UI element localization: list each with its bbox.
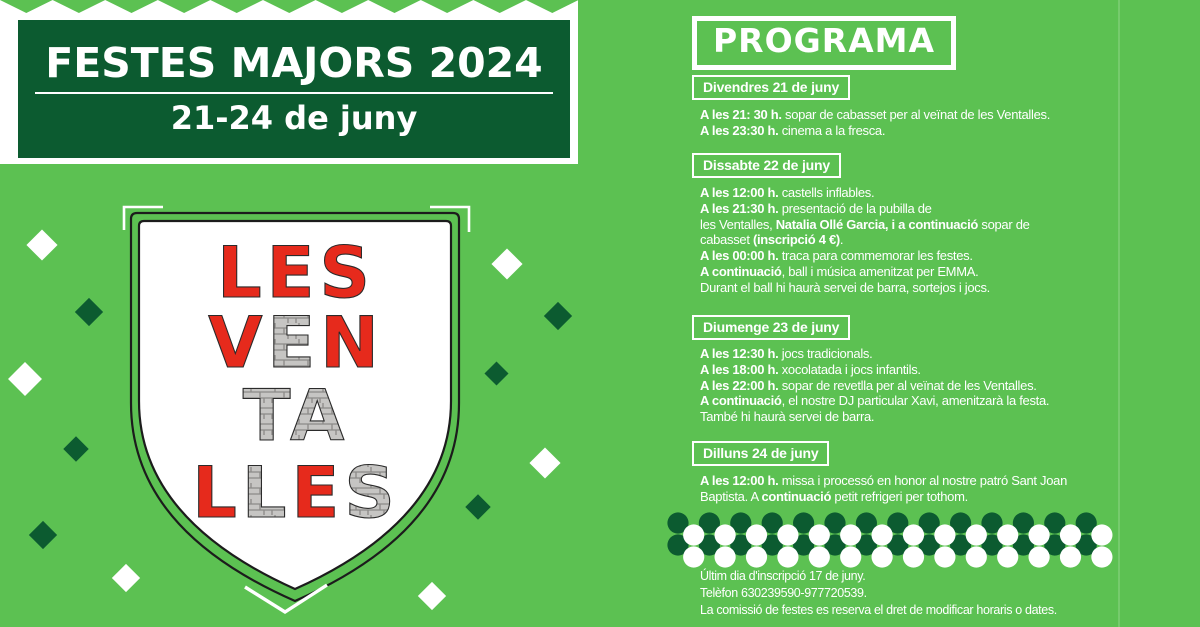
- diamond-icon: [29, 521, 57, 549]
- festival-title: FESTES MAJORS 2024: [45, 39, 543, 88]
- schedule-text: A les 12:00 h.: [700, 185, 779, 200]
- schedule-text: A les 00:00 h.: [700, 248, 779, 264]
- title-underline: [35, 92, 553, 94]
- les-ventalles-crest: [100, 195, 480, 625]
- schedule-line: [700, 362, 1170, 378]
- schedule-line: [700, 217, 1170, 233]
- schedule-text: sopar de: [978, 216, 1030, 232]
- schedule-text: cinema a la fresca.: [778, 122, 886, 138]
- schedule-line: [700, 473, 1170, 489]
- crest-letter: E: [267, 302, 321, 384]
- crest-letters: [192, 232, 399, 534]
- diamond-icon: [491, 248, 522, 279]
- schedule-line: [700, 248, 1170, 264]
- schedule-text: A continuació: [700, 263, 782, 279]
- schedule-text: continuació: [761, 488, 832, 504]
- title-banner: [18, 20, 570, 158]
- schedule-line: [700, 123, 1170, 139]
- schedule-text: També hi haurà servei de barra.: [700, 409, 875, 425]
- zigzag-triangle-icon: [105, 0, 158, 13]
- crest-letter: S: [319, 232, 375, 314]
- schedule-lines: [700, 346, 1170, 425]
- schedule-line: [700, 264, 1170, 280]
- schedule-line: [700, 232, 1170, 248]
- day-badge: Diumenge 23 de juny: [692, 315, 850, 340]
- schedule-text: cabasset: [700, 232, 753, 248]
- schedule-text: A les 18:00 h.: [700, 361, 779, 377]
- schedule-text: A les 21:30 h.: [700, 200, 779, 216]
- crest-letter-row: [192, 452, 399, 534]
- schedule-text: Baptista. A: [700, 488, 762, 504]
- schedule-text: A les 22:00 h.: [700, 377, 779, 393]
- schedule-text: A les 12:30 h.: [700, 346, 779, 361]
- footer-note: Telèfon 630239590-977720539.: [700, 586, 867, 600]
- title-card: [0, 0, 578, 164]
- schedule-text: Durant el ball hi haurà servei de barra, sortejos i jocs.: [700, 279, 990, 295]
- schedule-text: presentació de la pubilla de: [778, 200, 932, 216]
- schedule-text: castells inflables.: [778, 185, 875, 200]
- schedule-text: sopar de revetlla per al veïnat de les Ventalles.: [778, 377, 1037, 393]
- zigzag-triangle-icon: [0, 0, 53, 13]
- zigzag-triangle-icon: [421, 0, 474, 13]
- footer-note: Últim dia d'inscripció 17 de juny.: [700, 569, 866, 583]
- schedule-line: [700, 489, 1170, 505]
- festival-dates: 21-24 de juny: [170, 99, 418, 138]
- schedule-text: petit refrigeri per tothom.: [831, 488, 968, 504]
- program-heading-box: [692, 16, 956, 70]
- zigzag-decoration: [0, 0, 578, 13]
- day-badge: Dilluns 24 de juny: [692, 441, 829, 466]
- schedule-line: [700, 378, 1170, 394]
- schedule-text: xocolatada i jocs infantils.: [778, 361, 921, 377]
- zigzag-triangle-icon: [210, 0, 263, 13]
- schedule-lines: [700, 107, 1170, 139]
- schedule-line: [700, 393, 1170, 409]
- crest-letter: L: [217, 232, 267, 314]
- schedule-line: [700, 107, 1170, 123]
- zigzag-triangle-icon: [316, 0, 369, 13]
- day-badge: Dissabte 22 de juny: [692, 153, 841, 178]
- crest-letter: L: [241, 452, 292, 534]
- crest-letter: T: [242, 375, 291, 457]
- zigzag-triangle-icon: [53, 0, 106, 13]
- diamond-icon: [529, 447, 560, 478]
- chevron-icon: [245, 585, 327, 612]
- crest-letter: L: [192, 452, 242, 534]
- schedule-text: (inscripció 4 €): [752, 232, 840, 248]
- diamond-icon: [8, 362, 42, 396]
- diamond-icon: [26, 229, 57, 260]
- day-badge: Divendres 21 de juny: [692, 75, 850, 100]
- schedule-text: traca para commemorar les festes.: [778, 248, 973, 264]
- crest-letter-row: [208, 302, 384, 384]
- crest-letter: E: [291, 452, 345, 534]
- schedule-text: jocs tradicionals.: [778, 346, 873, 361]
- schedule-text: A les 23:30 h.: [700, 122, 779, 138]
- zigzag-triangle-icon: [526, 0, 578, 13]
- diamond-icon: [75, 298, 103, 326]
- crest-letter-row: [243, 375, 350, 457]
- schedule-line: [700, 409, 1170, 425]
- diamond-icon: [484, 361, 508, 385]
- schedule-text: A les 12:00 h.: [700, 473, 779, 488]
- crest-letter: N: [320, 302, 384, 384]
- schedule-text: les Ventalles,: [700, 216, 776, 232]
- schedule-lines: [700, 473, 1170, 505]
- crest-letter: A: [290, 375, 350, 457]
- dot-icon: [667, 534, 688, 555]
- footer-note: La comissió de festes es reserva el dret de modificar horaris o dates.: [700, 603, 1057, 617]
- zigzag-triangle-icon: [368, 0, 421, 13]
- schedule-text: sopar de cabasset per al veïnat de les Ventalles.: [781, 107, 1051, 122]
- schedule-text: missa i processó en honor al nostre patró Sant Joan: [778, 473, 1068, 488]
- diamond-icon: [544, 302, 572, 330]
- crest-letter: E: [266, 232, 320, 314]
- crest-letter: S: [344, 452, 400, 534]
- schedule-text: , el nostre DJ particular Xavi, amenitzarà la festa.: [781, 393, 1050, 409]
- zigzag-triangle-icon: [263, 0, 316, 13]
- schedule-line: [700, 280, 1170, 296]
- schedule-lines: [700, 185, 1170, 296]
- schedule-text: A continuació: [700, 393, 782, 409]
- program-column: [692, 0, 1172, 627]
- dot-icon: [667, 512, 688, 533]
- schedule-line: [700, 346, 1170, 362]
- zigzag-triangle-icon: [158, 0, 211, 13]
- diamond-icon: [63, 436, 88, 461]
- schedule-text: , ball i música amenitzat per EMMA.: [781, 263, 979, 279]
- schedule-text: A les 21: 30 h.: [700, 107, 782, 122]
- schedule-text: Natalia Ollé Garcia, i a continuació: [775, 216, 979, 232]
- program-heading: PROGRAMA: [713, 21, 936, 60]
- zigzag-triangle-icon: [473, 0, 526, 13]
- schedule-line: [700, 185, 1170, 201]
- schedule-text: .: [839, 232, 844, 248]
- schedule-line: [700, 201, 1170, 217]
- program-footer: [700, 568, 1057, 619]
- crest-letter: V: [208, 302, 268, 384]
